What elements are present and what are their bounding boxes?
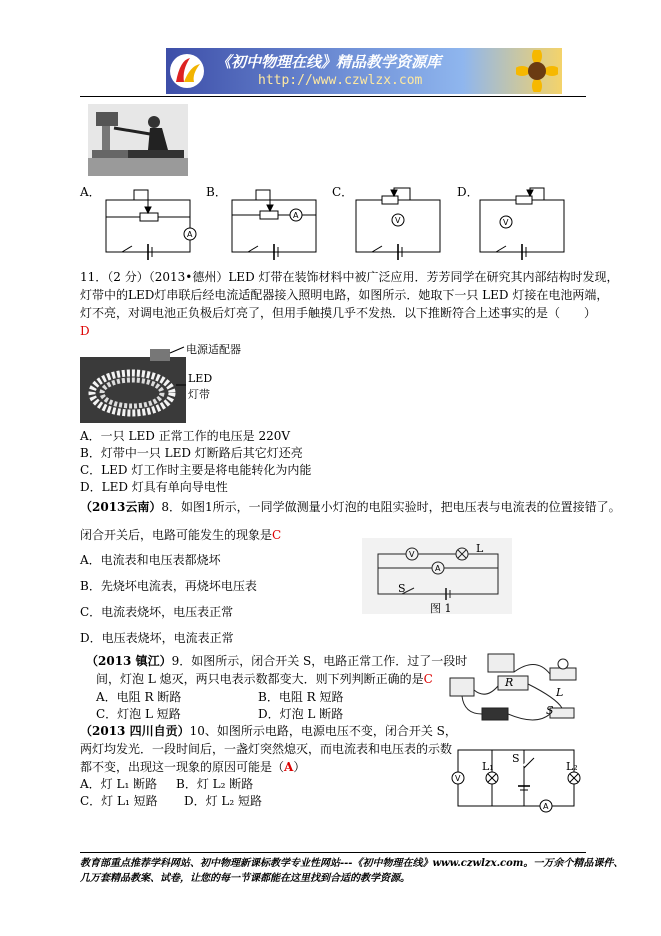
- q9-option-a: A．电阻 R 断路: [96, 690, 182, 704]
- q9-option-b: B．电阻 R 短路: [258, 690, 344, 704]
- option-label-a: A．: [80, 185, 101, 199]
- q9-fig-label-l: L: [556, 686, 564, 699]
- q10-fig-label-l2: L₂: [566, 760, 578, 773]
- q10-line1: [80, 722, 457, 740]
- q9-text1: 9．如图所示，闭合开关 S，电路正常工作．过了一段时: [171, 654, 468, 668]
- led-adapter-label: 电源适配器: [186, 343, 241, 356]
- circuit-diagram-c: [354, 186, 450, 262]
- q10-fig-label-l1: L₁: [482, 760, 494, 773]
- banner-url[interactable]: http://www.czwlzx.com: [258, 73, 423, 88]
- svg-text:A: A: [543, 802, 549, 811]
- q11-line2: 灯带中的LED灯串联后经电流适配器接入照明电路，如图所示．她取下一只 LED 灯接在电池两端，: [80, 288, 609, 302]
- q9-answer: C: [423, 672, 433, 686]
- q11-option-c: C．LED 灯工作时主要是将电能转化为内能: [80, 463, 312, 477]
- q11-answer: D: [80, 324, 90, 338]
- led-label: LED: [188, 372, 213, 385]
- q11-option-d: D．LED 灯具有单向导电性: [80, 480, 228, 494]
- q8-fig-label-s: S: [398, 582, 406, 595]
- svg-text:V: V: [503, 218, 509, 227]
- q9-option-c: C．灯泡 L 短路: [96, 707, 181, 721]
- q10-fig-label-s: S: [512, 752, 520, 765]
- q11-line1: 11．（2 分）（2013•德州）LED 灯带在装饰材料中被广泛应用．芳芳同学在研究其内部结构时发现，: [80, 270, 619, 284]
- q10-option-b: B．灯 L₂ 断路: [176, 777, 254, 791]
- rowing-machine-photo: [88, 104, 188, 176]
- q10-option-c: C．灯 L₁ 短路: [80, 794, 158, 808]
- q8-fig-label-l: L: [476, 542, 484, 555]
- q9-line2: [96, 670, 433, 688]
- q8-text1: 8．如图1所示，一同学做测量小灯泡的电阻实验时，把电压表与电流表的位置接错了。: [161, 500, 621, 514]
- q10-answer: A: [284, 760, 294, 774]
- svg-text:V: V: [455, 774, 461, 783]
- circuit-diagram-b: [230, 186, 326, 262]
- q9-source: （2013 镇江）: [86, 654, 172, 668]
- q9-fig-label-r: R: [505, 676, 514, 689]
- q10-option-d: D．灯 L₂ 短路: [184, 794, 263, 808]
- q10-text3-end: ）: [293, 760, 306, 774]
- q8-answer: C: [272, 528, 282, 542]
- site-logo-icon: [168, 52, 206, 90]
- q8-option-d: D．电压表烧坏，电流表正常: [80, 631, 234, 645]
- q9-option-d: D．灯泡 L 断路: [258, 707, 344, 721]
- option-label-d: D．: [457, 185, 479, 199]
- q8-line1: [80, 498, 621, 516]
- q11-option-b: B．灯带中一只 LED 灯断路后其它灯还亮: [80, 446, 303, 460]
- q10-source: （2013 四川自贡）: [80, 724, 190, 738]
- footer-rule: [80, 852, 586, 853]
- footer-line1: 教育部重点推荐学科网站、初中物理新课标教学专业性网站---《初中物理在线》www.czwlzx.com。一万余个精品课件、: [80, 858, 624, 869]
- led-strip-label: 灯带: [188, 388, 210, 401]
- q9-line1: [86, 652, 467, 670]
- q10-line2: 两灯均发光．一段时间后，一盏灯突然熄灭，而电流表和电压表的示数: [80, 742, 453, 756]
- q10-text3: 都不变，出现这一现象的原因可能是（: [80, 760, 285, 774]
- option-label-b: B．: [206, 185, 227, 199]
- q8-source: （2013云南）: [80, 500, 162, 514]
- svg-text:V: V: [409, 550, 415, 559]
- svg-text:A: A: [293, 211, 299, 220]
- circuit-diagram-a: [104, 186, 200, 262]
- q8-option-c: C．电流表烧坏，电压表正常: [80, 605, 234, 619]
- q10-option-a: A．灯 L₁ 断路: [80, 777, 158, 791]
- q8-option-a: A．电流表和电压表都烧坏: [80, 553, 221, 567]
- q10-line3: [80, 758, 305, 776]
- q10-text1: 10、如图所示电路，电源电压不变，闭合开关 S，: [189, 724, 457, 738]
- q11-line3: 灯不亮，对调电池正负极后灯亮了，但用手触摸几乎不发热．以下推断符合上述事实的是（ ）: [80, 306, 597, 320]
- q9-text2: 间，灯泡 L 熄灭，两只电表示数都变大．则下列判断正确的是: [96, 672, 424, 686]
- svg-text:V: V: [395, 216, 401, 225]
- q9-apparatus-figure: [446, 650, 586, 728]
- q9-fig-label-s: S: [546, 704, 554, 717]
- svg-text:A: A: [435, 564, 441, 573]
- sunflower-icon: [516, 50, 558, 92]
- q8-line2: [80, 526, 281, 544]
- q8-option-b: B．先烧坏电流表，再烧坏电压表: [80, 579, 257, 593]
- q8-text2: 闭合开关后，电路可能发生的现象是: [80, 528, 273, 542]
- header-rule: [80, 96, 586, 97]
- circuit-diagram-d: [478, 186, 574, 262]
- header-banner: [166, 48, 562, 94]
- svg-text:A: A: [187, 230, 193, 239]
- q8-fig-caption: 图 1: [430, 602, 452, 615]
- banner-title: 《初中物理在线》精品教学资源库: [216, 53, 442, 71]
- option-label-c: C．: [332, 185, 354, 199]
- footer-line2: 几万套精品教案、试卷，让您的每一节课都能在这里找到合适的教学资源。: [80, 873, 410, 884]
- q11-option-a: A．一只 LED 正常工作的电压是 220V: [80, 429, 291, 443]
